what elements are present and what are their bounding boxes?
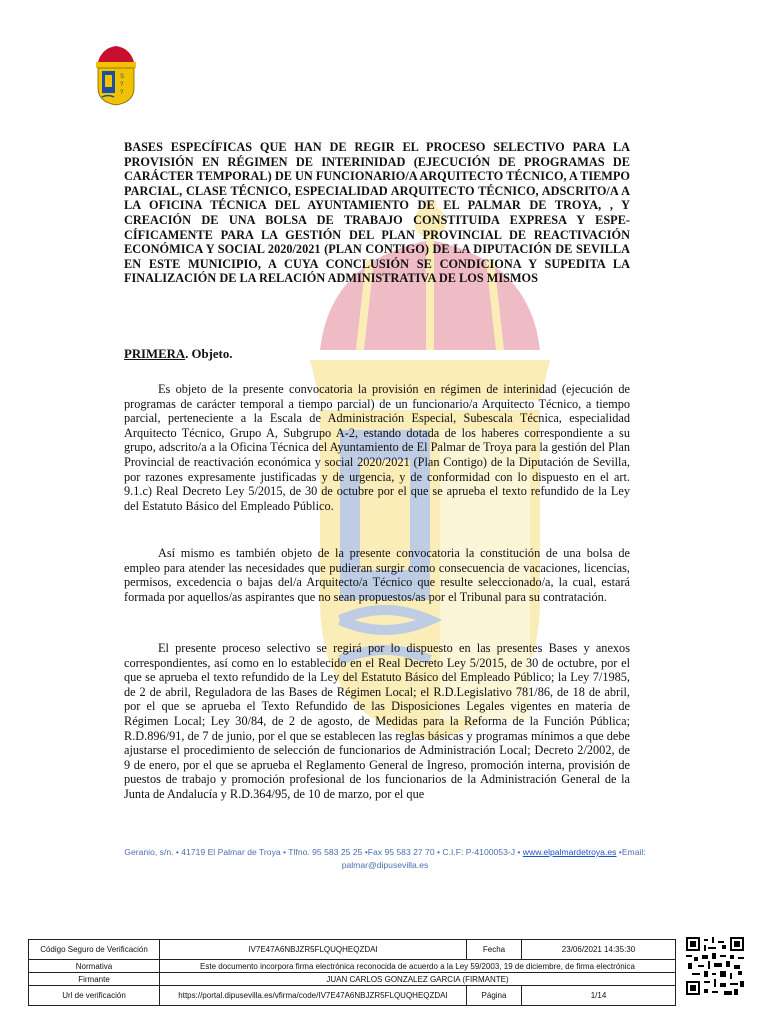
signer-label: Firmante — [29, 973, 160, 986]
paragraph-2: Así mismo es también objeto de la presente convocatoria la constitución de una bolsa de empleo para atender las necesidades que pudieran surgir como consecuencia de vacaciones, licencias, permisos, excedencia o bajas del/a Arquitecto/a Técnico que resulte seleccionado/a, la cual, estará formada por aquellos/as aspirantes que no sean propuestos/as por el Tribunal para su contratación. — [124, 546, 630, 604]
email-label: •Email: — [616, 847, 646, 857]
svg-text:S: S — [120, 74, 125, 80]
page-label: Página — [467, 986, 522, 1006]
section-rest: . Objeto. — [185, 347, 233, 361]
footer-address-block — [60, 846, 710, 872]
norm-label: Normativa — [29, 960, 160, 973]
document-title: BASES ESPECÍFICAS QUE HAN DE REGIR EL PROCESO SELECTIVO PARA LA PROVISIÓN EN RÉGIMEN DE INTERINIDAD (EJECUCIÓN DE PROGRAMAS DE CARÁCTER TEMPORAL) DE UN FUNCIONARIO/A ARQUITECTO TÉCNICO, A TIEMPO PARCIAL, CLASE TÉCNICO, ESPECIALIDAD ARQUITECTO TÉCNICO, ADSCRITO/A A LA OFICINA TÉCNICA DEL AYUNTAMIENTO DE EL PALMAR DE TROYA, , Y CREACIÓN DE UNA BOLSA DE TRABAJO CONSTITUIDA EXPRESA Y ESPE-CÍFICAMENTE PARA LA GESTIÓN DEL PLAN PROVINCIAL DE REACTIVACIÓN ECONÓMICA Y SOCIAL 2020/2021 (PLAN CONTIGO) DE LA DIPUTACIÓN DE SEVILLA EN ESTE MUNICIPIO, A CUYA CONCLUSIÓN SE CONDICIONA Y SUPEDITA LA FINALIZACIÓN DE LA RELACIÓN ADMINISTRATIVA DE LOS MISMOS — [124, 140, 630, 286]
website-link[interactable]: www.elpalmardetroya.es — [522, 847, 617, 857]
code-value: IV7E47A6NBJZR5FLQUQHEQZDAI — [160, 940, 467, 960]
date-label: Fecha — [467, 940, 522, 960]
url-value[interactable]: https://portal.dipusevilla.es/vfirma/code/IV7E47A6NBJZR5FLQUQHEQZDAI — [160, 986, 467, 1006]
section-label: PRIMERA — [124, 347, 186, 361]
email-address[interactable]: palmar@dipusevilla.es — [341, 860, 429, 870]
signer-value: JUAN CARLOS GONZALEZ GARCIA (FIRMANTE) — [160, 973, 676, 986]
svg-text:?: ? — [120, 90, 124, 96]
code-label: Código Seguro de Verificación — [29, 940, 160, 960]
municipal-logo — [92, 44, 140, 106]
paragraph-3: El presente proceso selectivo se regirá por lo dispuesto en las presentes Bases y anexos correspondientes, así como en lo establecido en el Real Decreto Ley 5/2015, de 30 de octubre, por el que se aprueba el texto refundido de la Ley del Estatuto Básico del Empleado Público; la Ley 7/1985, de 2 de abril, Reguladora de las Bases de Régimen Local; el R.D.Legislativo 781/86, de 18 de abril, por el que se aprueba el Texto Refundido de las Disposiciones Legales vigentes en materia de Régimen Local; Ley 30/84, de 2 de agosto, de Medidas para la Reforma de la Función Pública; R.D.896/91, de 7 de junio, por el que se establecen las reglas básicas y programas mínimos a que debe ajustarse el procedimiento de selección de funcionarios de Administración Local; Decreto 2/2002, de 9 de enero, por el que se aprueba el Reglamento General de Ingreso, promoción interna, provisión de puestos de trabajo y promoción profesional de los funcionarios de la Administración General de la Junta de Andalucía y R.D.364/95, de 10 de marzo, por el que — [124, 641, 630, 801]
section-heading — [124, 347, 232, 362]
norm-value: Este documento incorpora firma electrónica reconocida de acuerdo a la Ley 59/2003, 19 de diciembre, de firma electrónica — [160, 960, 676, 973]
paragraph-1: Es objeto de la presente convocatoria la provisión en régimen de interinidad (ejecución de programas de carácter temporal a tiempo parcial) de un funcionario/a Arquitecto Técnico, a tiempo parcial, perteneciente a la Escala de Administración Especial, Subescala Técnica, especialidad Arquitecto Técnico, Grupo A, Subgrupo A-2, estando dotada de los haberes correspondiente a su grupo, adscrito/a a la Oficina Técnica del Ayuntamiento de El Palmar de Troya para la gestión del Plan Provincial de reactivación económica y social 2020/2021 (Plan Contigo) de la Diputación de Sevilla, por razones expresamente justificadas y de urgencia, y de conformidad con lo dispuesto en el art. 9.1.c) Real Decreto Ley 5/2015, de 30 de octubre por el que se aprueba el texto refundido de la Ley del Estatuto Básico del Empleado Público. — [124, 382, 630, 513]
qr-code-icon — [686, 937, 744, 995]
footer-address: Geranio, s/n. • 41719 El Palmar de Troya • Tlfno. 95 583 25 25 •Fax 95 583 27 70 • C.I.F: P-4100053-J • — [124, 847, 523, 857]
verification-table — [28, 939, 676, 1006]
date-value: 23/06/2021 14:35:30 — [522, 940, 676, 960]
page-value: 1/14 — [522, 986, 676, 1006]
url-label: Url de verificación — [29, 986, 160, 1006]
svg-text:?: ? — [120, 82, 124, 88]
